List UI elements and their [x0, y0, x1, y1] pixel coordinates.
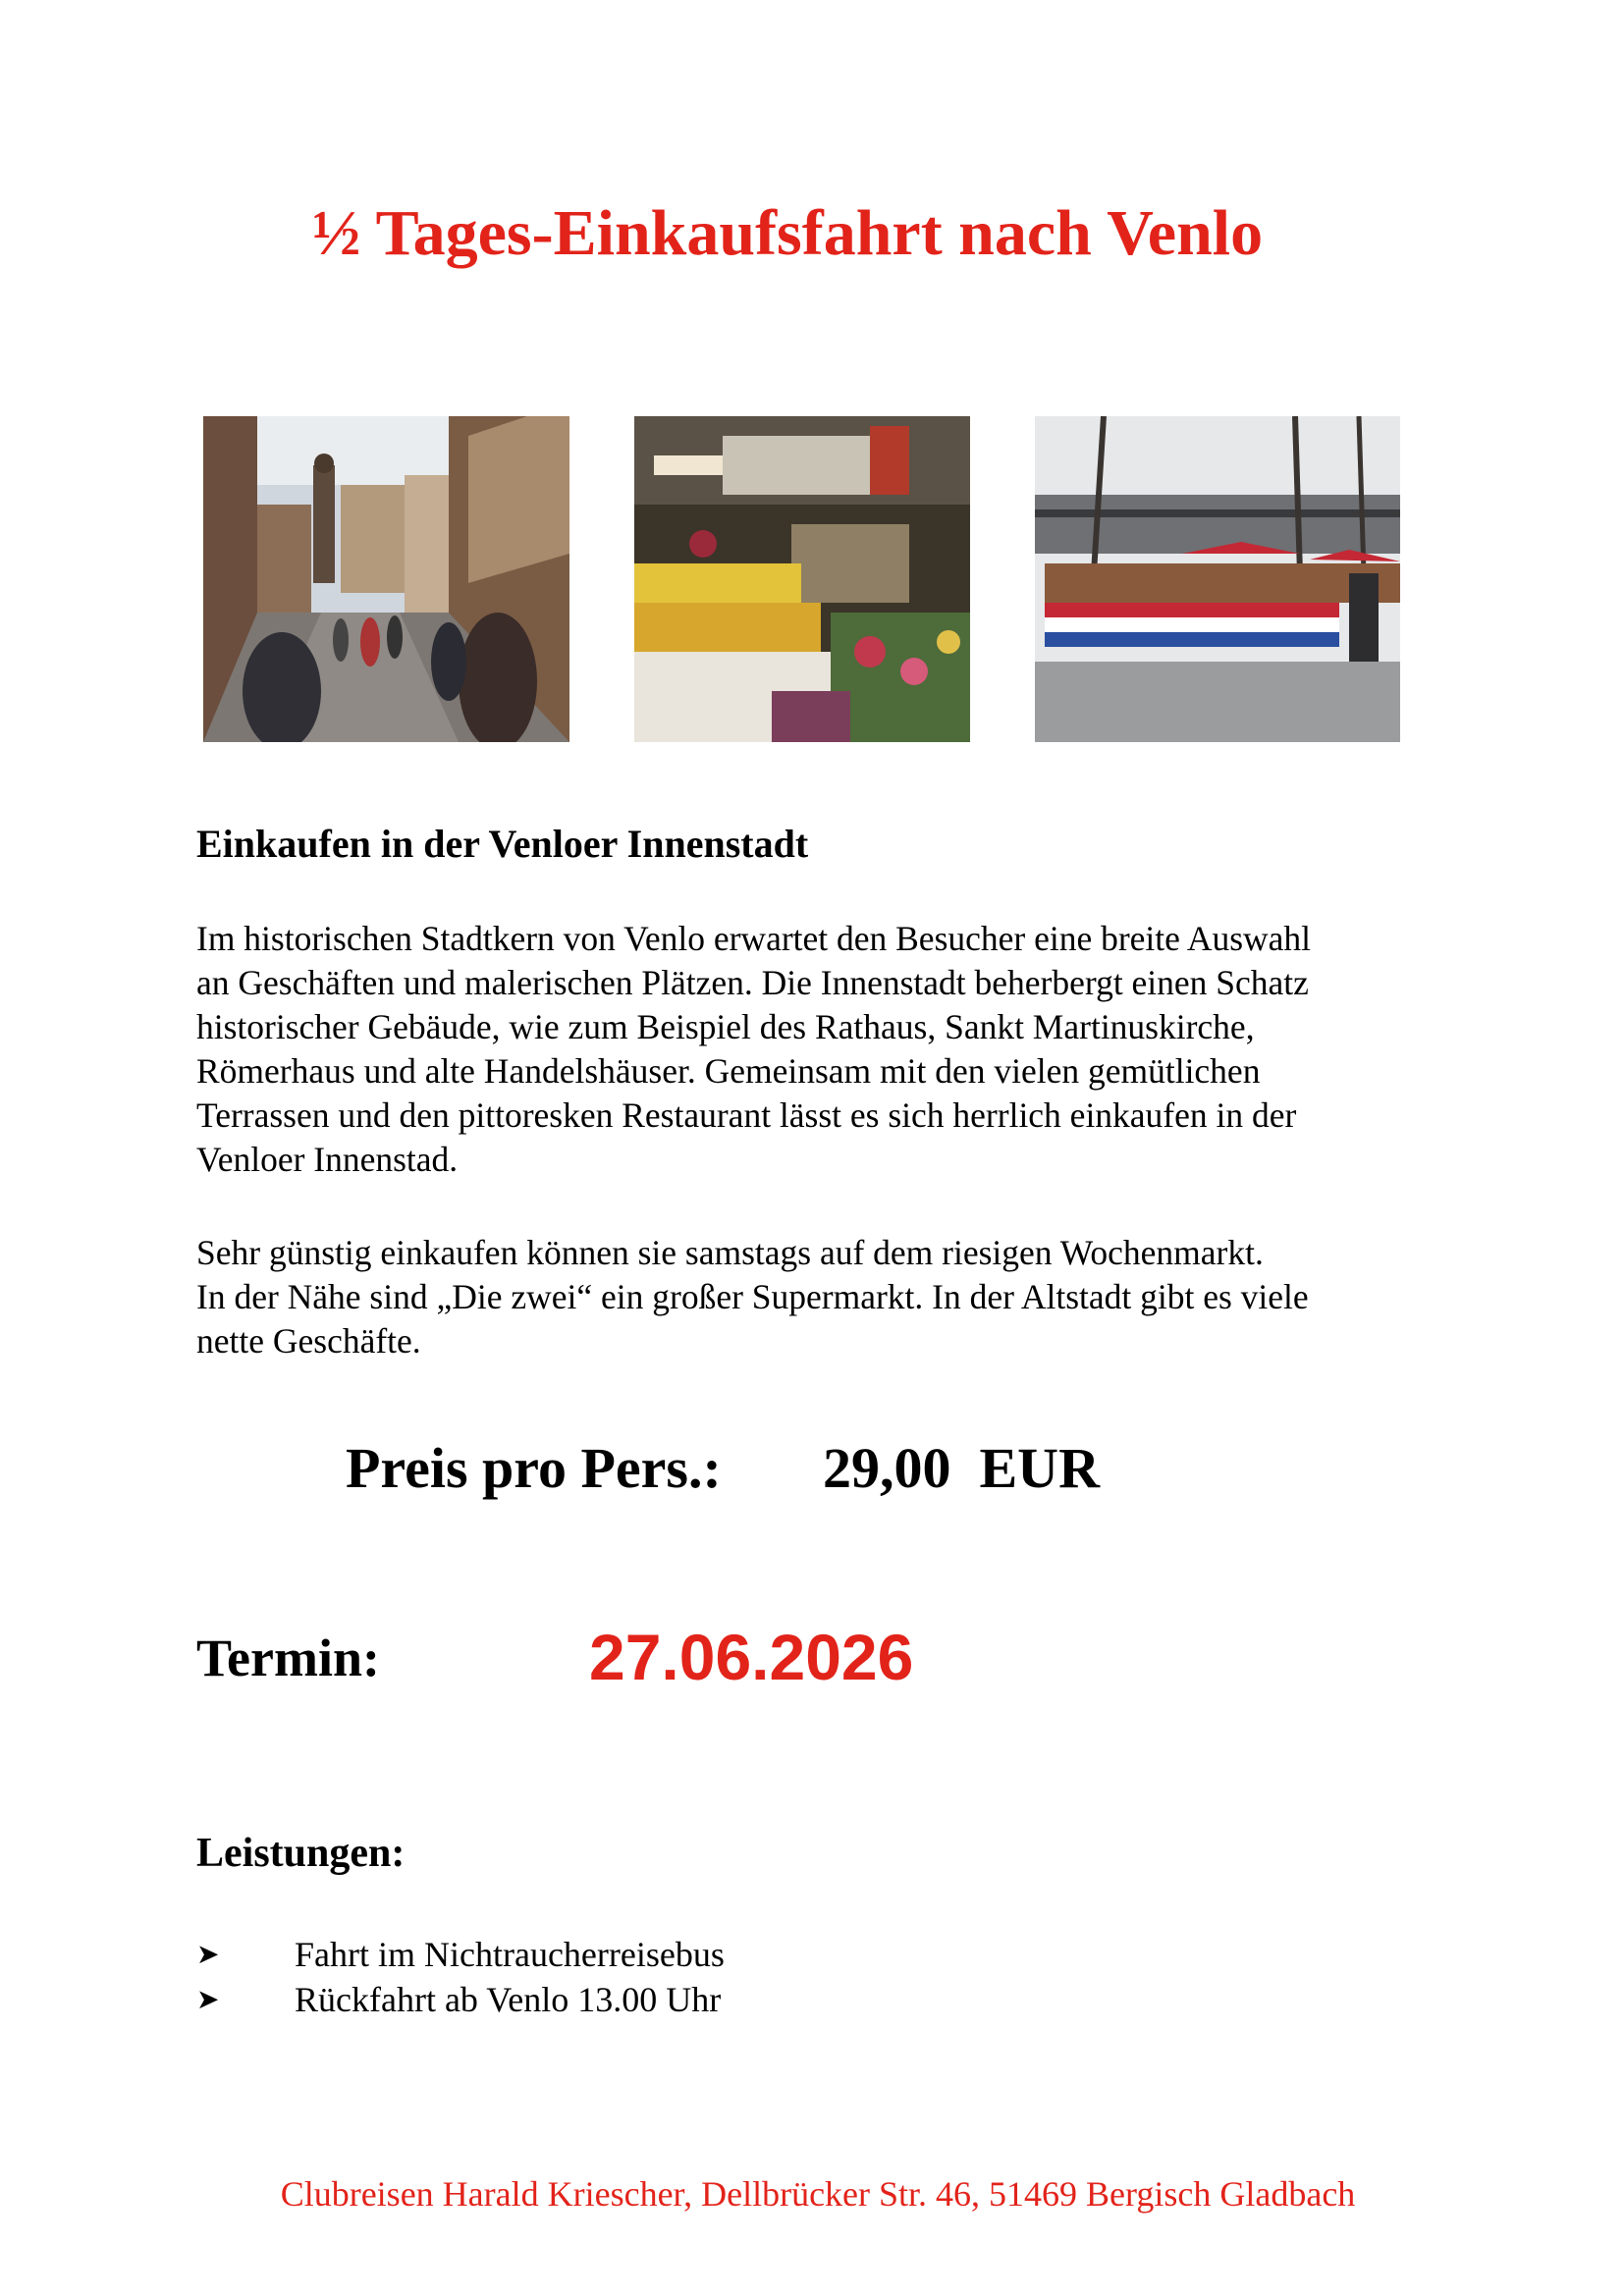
paragraph-line: historischer Gebäude, wie zum Beispiel des Rathaus, Sankt Martinuskirche, [196, 1007, 1255, 1046]
paragraph-line: Sehr günstig einkaufen können sie samstags auf dem riesigen Wochenmarkt. [196, 1233, 1264, 1272]
footer-address: Clubreisen Harald Kriescher, Dellbrücker Str. 46, 51469 Bergisch Gladbach [280, 2174, 1356, 2214]
arrow-bullet-icon: ➤ [196, 1983, 220, 2015]
description-paragraph [196, 917, 1473, 1182]
photo-street [203, 416, 569, 742]
price-value: 29,00 EUR [823, 1436, 1100, 1500]
paragraph-line: an Geschäften und malerischen Plätzen. Die Innenstadt beherbergt einen Schatz [196, 963, 1309, 1002]
termin-label: Termin: [196, 1629, 380, 1687]
paragraph-line: Im historischen Stadtkern von Venlo erwartet den Besucher eine breite Auswahl [196, 919, 1312, 958]
paragraph-line: Römerhaus und alte Handelshäuser. Gemeinsam mit den vielen gemütlichen [196, 1051, 1261, 1091]
price-label: Preis pro Pers.: [346, 1436, 722, 1500]
list-item [196, 1977, 725, 2022]
photo-flower-hall [634, 416, 970, 742]
market-paragraph [196, 1231, 1473, 1363]
leistungen-heading: Leistungen: [196, 1831, 406, 1876]
paragraph-line: nette Geschäfte. [196, 1321, 421, 1361]
list-item-text: Fahrt im Nichtraucherreisebus [295, 1935, 725, 1974]
section-heading: Einkaufen in der Venloer Innenstadt [196, 822, 809, 866]
arrow-bullet-icon: ➤ [196, 1938, 220, 1970]
paragraph-line: Terrassen und den pittoresken Restaurant lässt es sich herrlich einkaufen in der [196, 1095, 1297, 1135]
termin-date: 27.06.2026 [589, 1621, 914, 1693]
leistungen-list [196, 1932, 725, 2022]
photo-market-square [1035, 416, 1400, 742]
paragraph-line: Venloer Innenstad. [196, 1140, 459, 1179]
list-item-text: Rückfahrt ab Venlo 13.00 Uhr [295, 1980, 722, 2019]
page-title: ½ Tages-Einkaufsfahrt nach Venlo [311, 197, 1264, 269]
paragraph-line: In der Nähe sind „Die zwei“ ein großer Supermarkt. In der Altstadt gibt es viele [196, 1277, 1309, 1316]
list-item [196, 1932, 725, 1977]
